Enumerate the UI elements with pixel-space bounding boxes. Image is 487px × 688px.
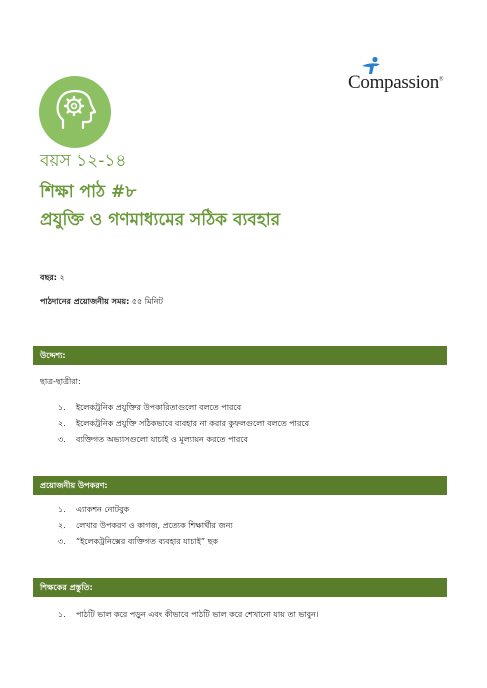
time-row bbox=[40, 296, 163, 309]
preparation-heading: শিক্ষকের প্রস্তুতি: bbox=[33, 578, 447, 597]
list-item bbox=[58, 534, 233, 550]
list-text: ইলেকট্রনিক প্রযুক্তি সঠিকভাবে ব্যবহার না করার কুফলগুলো বলতে পারবে bbox=[76, 419, 310, 428]
registered-mark: ® bbox=[438, 76, 444, 83]
year-label: বছর: bbox=[40, 273, 57, 282]
list-item bbox=[58, 518, 233, 534]
lesson-icon-circle bbox=[39, 76, 111, 148]
list-number: ২. bbox=[58, 419, 66, 428]
list-item bbox=[58, 607, 319, 623]
age-range: বয়স ১২-১৪ bbox=[40, 151, 127, 171]
list-number: ১. bbox=[58, 505, 66, 514]
materials-list bbox=[58, 502, 233, 550]
list-text: এ্যাকশন নোটবুক bbox=[76, 505, 130, 514]
lesson-number: শিক্ষা পাঠ #৮ bbox=[40, 182, 137, 202]
list-number: ৩. bbox=[58, 537, 66, 546]
list-item bbox=[58, 416, 309, 432]
brand-name: Compassion bbox=[348, 72, 439, 93]
list-number: ৩. bbox=[58, 435, 66, 444]
materials-heading: প্রয়োজনীয় উপকরণ: bbox=[33, 476, 447, 495]
list-number: ১. bbox=[58, 610, 66, 619]
list-text: ইলেকট্রনিক প্রযুক্তির উপকারিতাগুলো বলতে পারবে bbox=[76, 403, 242, 412]
year-row bbox=[40, 272, 65, 285]
list-text: “ইলেকট্রনিক্সের ব্যক্তিগত ব্যবহার যাচাই” ছক bbox=[76, 537, 219, 546]
page-title: প্রযুক্তি ও গণমাধ্যমের সঠিক ব্যবহার bbox=[40, 210, 281, 230]
list-item bbox=[58, 400, 309, 416]
objectives-intro: ছাত্র-ছাত্রীরা: bbox=[40, 377, 81, 386]
year-value: ২ bbox=[59, 273, 65, 282]
objectives-list bbox=[58, 400, 309, 448]
head-gear-icon bbox=[39, 76, 111, 148]
objectives-heading: উদ্দেশ্য: bbox=[33, 346, 447, 365]
list-number: ১. bbox=[58, 403, 66, 412]
list-number: ২. bbox=[58, 521, 66, 530]
list-text: লেখার উপকরণ ও কাগজ, প্রত্যেক শিক্ষার্থীর জন্য bbox=[76, 521, 233, 530]
preparation-list bbox=[58, 607, 319, 623]
compassion-logo bbox=[344, 56, 448, 96]
list-text: পাঠটি ভাল করে পড়ুন এবং কীভাবে পাঠটি ভাল করে শেখানো যায় তা ভাবুন। bbox=[76, 610, 319, 619]
time-value: ৫৫ মিনিট bbox=[131, 297, 163, 306]
time-label: পাঠদানের প্রয়োজনীয় সময়: bbox=[40, 297, 130, 306]
list-text: ব্যক্তিগত অভ্যাসগুলো যাচাই ও মূল্যায়ন করতে পারবে bbox=[76, 435, 248, 444]
list-item bbox=[58, 502, 233, 518]
list-item bbox=[58, 432, 309, 448]
